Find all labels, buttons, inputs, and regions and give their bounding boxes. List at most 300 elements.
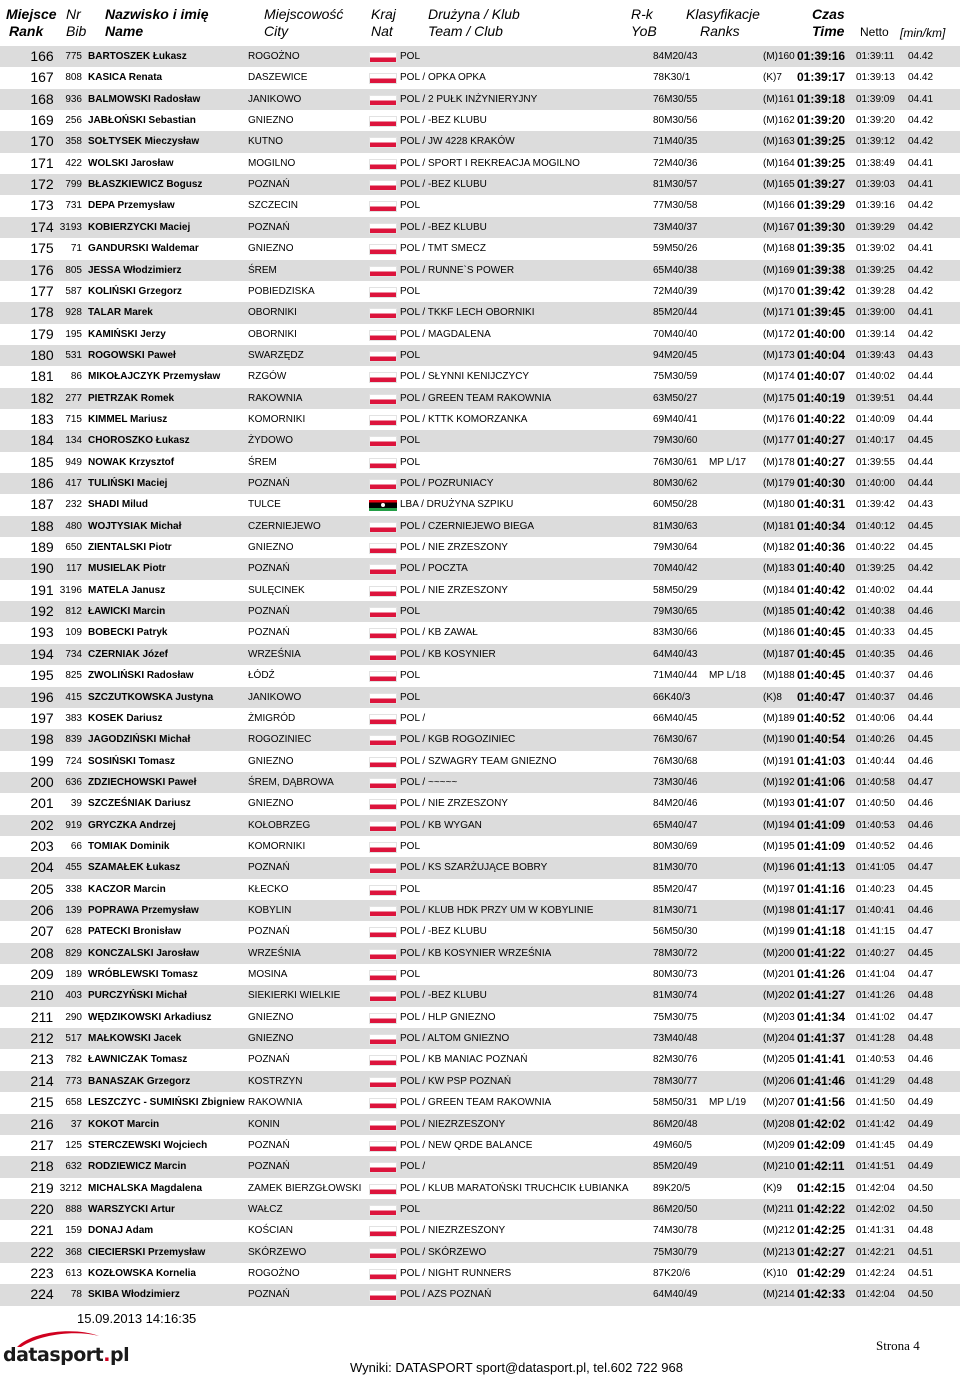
cell-time: 01:42:11 bbox=[797, 1159, 845, 1174]
table-row bbox=[0, 708, 960, 729]
header-city-en: City bbox=[264, 23, 289, 39]
cell-city: MOSINA bbox=[248, 969, 288, 981]
flag-icon bbox=[369, 500, 397, 511]
cell-name: SZAMAŁEK Łukasz bbox=[88, 862, 181, 874]
cell-time: 01:41:34 bbox=[797, 1009, 846, 1024]
cell-team: POL bbox=[400, 349, 421, 361]
header-rank-pl: Miejsce bbox=[6, 6, 57, 22]
logo-wordmark bbox=[3, 1344, 129, 1366]
cell-rank: 185 bbox=[30, 453, 54, 470]
cell-rank: 197 bbox=[30, 709, 54, 726]
cell-team: POL bbox=[400, 200, 421, 212]
cell-yob: 84M20/46 bbox=[653, 798, 698, 810]
cell-rank: 211 bbox=[30, 1008, 54, 1025]
cell-rank: 174 bbox=[30, 218, 54, 235]
cell-category-rank: (M)191 bbox=[763, 755, 795, 767]
cell-rank: 167 bbox=[30, 69, 54, 86]
cell-net-time: 01:40:27 bbox=[856, 947, 895, 959]
cell-net-time: 01:41:45 bbox=[856, 1139, 895, 1151]
cell-rank: 212 bbox=[30, 1030, 54, 1047]
cell-name: MATELA Janusz bbox=[88, 584, 166, 596]
cell-pace: 04.41 bbox=[908, 157, 934, 169]
cell-city: POZNAŃ bbox=[248, 179, 290, 191]
cell-rank: 193 bbox=[30, 624, 54, 641]
cell-category-rank: (M)193 bbox=[763, 798, 795, 810]
cell-net-time: 01:40:50 bbox=[856, 798, 895, 810]
cell-bib: 3212 bbox=[59, 1182, 82, 1194]
flag-icon bbox=[369, 1120, 397, 1131]
cell-city: RZGÓW bbox=[248, 371, 287, 383]
table-row bbox=[0, 1284, 960, 1305]
cell-team: POL bbox=[400, 840, 421, 852]
cell-bib: 628 bbox=[65, 926, 82, 938]
cell-rank: 196 bbox=[30, 688, 54, 705]
cell-category-rank: (M)167 bbox=[763, 221, 795, 233]
cell-net-time: 01:39:11 bbox=[856, 51, 895, 62]
cell-category-rank: (M)177 bbox=[763, 435, 795, 447]
cell-team: POL / SKÓRZEWO bbox=[400, 1246, 487, 1258]
table-row bbox=[0, 1092, 960, 1113]
table-row bbox=[0, 1199, 960, 1220]
flag-icon bbox=[369, 906, 397, 917]
cell-rank: 224 bbox=[30, 1286, 54, 1303]
cell-time: 01:39:25 bbox=[797, 134, 846, 149]
cell-classification: MP L/17 bbox=[709, 456, 747, 468]
cell-time: 01:40:22 bbox=[797, 411, 846, 426]
cell-time: 01:40:31 bbox=[797, 497, 846, 512]
flag-icon bbox=[369, 842, 397, 853]
cell-net-time: 01:42:04 bbox=[856, 1182, 895, 1194]
cell-net-time: 01:41:28 bbox=[856, 1033, 895, 1045]
cell-category-rank: (M)171 bbox=[763, 307, 795, 319]
cell-net-time: 01:39:13 bbox=[856, 72, 895, 84]
cell-category-rank: (M)197 bbox=[763, 883, 795, 895]
cell-team: POL bbox=[400, 606, 421, 618]
cell-yob: 58M50/29 bbox=[653, 584, 698, 596]
cell-city: WRZEŚNIA bbox=[248, 947, 301, 959]
cell-bib: 189 bbox=[65, 969, 82, 981]
cell-name: KOKOT Marcin bbox=[88, 1118, 160, 1130]
cell-time: 01:41:03 bbox=[797, 753, 846, 768]
cell-category-rank: (M)186 bbox=[763, 627, 795, 639]
table-row bbox=[0, 622, 960, 643]
header-yob-en: YoB bbox=[631, 23, 657, 39]
cell-time: 01:42:09 bbox=[797, 1137, 846, 1152]
cell-yob: 77M30/58 bbox=[653, 200, 698, 212]
cell-name: KONCZALSKI Jarosław bbox=[88, 947, 200, 959]
cell-category-rank: (M)162 bbox=[763, 115, 795, 127]
cell-city: GNIEZNO bbox=[248, 243, 294, 255]
cell-net-time: 01:42:21 bbox=[856, 1246, 895, 1258]
cell-team: POL bbox=[400, 435, 421, 447]
cell-time: 01:40:52 bbox=[797, 710, 846, 725]
cell-pace: 04.46 bbox=[908, 606, 934, 618]
cell-city: GNIEZNO bbox=[248, 755, 294, 767]
cell-rank: 195 bbox=[30, 667, 54, 684]
cell-time: 01:40:04 bbox=[797, 347, 846, 362]
header-time bbox=[812, 6, 845, 40]
cell-pace: 04.44 bbox=[908, 478, 934, 489]
cell-rank: 194 bbox=[30, 645, 54, 662]
page-number: Strona 4 bbox=[876, 1338, 920, 1353]
cell-yob: 76M30/61 bbox=[653, 456, 698, 468]
header-time-pl: Czas bbox=[812, 6, 845, 22]
cell-rank: 222 bbox=[30, 1243, 54, 1260]
cell-time: 01:41:26 bbox=[797, 967, 846, 982]
cell-yob: 81M30/71 bbox=[653, 905, 698, 916]
cell-yob: 86M20/50 bbox=[653, 1203, 698, 1215]
cell-classification: MP L/19 bbox=[709, 1097, 747, 1109]
cell-yob: 64M40/49 bbox=[653, 1289, 698, 1301]
cell-net-time: 01:42:02 bbox=[856, 1203, 895, 1215]
cell-city: ŻMIGRÓD bbox=[248, 712, 296, 724]
cell-category-rank: (K)8 bbox=[763, 691, 782, 703]
cell-pace: 04.50 bbox=[908, 1182, 934, 1194]
cell-name: KOBIERZYCKI Maciej bbox=[88, 221, 191, 233]
cell-city: KOŁOBRZEG bbox=[248, 819, 311, 831]
table-row bbox=[0, 345, 960, 366]
cell-bib: 839 bbox=[65, 734, 82, 746]
cell-time: 01:41:09 bbox=[797, 838, 846, 853]
cell-yob: 76M30/68 bbox=[653, 755, 698, 767]
table-row bbox=[0, 1178, 960, 1199]
table-row bbox=[0, 473, 960, 494]
table-row bbox=[0, 943, 960, 964]
cell-city: POZNAŃ bbox=[248, 221, 290, 233]
flag-icon bbox=[369, 1034, 397, 1045]
cell-name: SHADI Milud bbox=[88, 499, 148, 511]
cell-rank: 198 bbox=[30, 731, 54, 748]
cell-team: POL / KTTK KOMORZANKA bbox=[400, 413, 528, 425]
cell-category-rank: (M)164 bbox=[763, 157, 795, 169]
cell-city: ŁÓDŹ bbox=[248, 670, 275, 682]
cell-yob: 85M20/44 bbox=[653, 307, 698, 319]
cell-name: ŁAWNICZAK Tomasz bbox=[88, 1054, 188, 1066]
cell-yob: 86M20/48 bbox=[653, 1118, 698, 1130]
cell-city: ZAMEK BIERZGŁOWSKI bbox=[248, 1182, 362, 1194]
cell-team: POL / MAGDALENA bbox=[400, 328, 491, 340]
cell-yob: 79M30/60 bbox=[653, 435, 698, 447]
cell-team: POL / -BEZ KLUBU bbox=[400, 221, 487, 233]
cell-pace: 04.49 bbox=[908, 1161, 934, 1173]
cell-yob: 75M30/75 bbox=[653, 1011, 698, 1023]
table-row bbox=[0, 558, 960, 579]
table-row bbox=[0, 388, 960, 409]
flag-icon bbox=[369, 970, 397, 981]
cell-yob: 80M30/69 bbox=[653, 840, 698, 852]
table-row bbox=[0, 1242, 960, 1263]
header-ranks-en: Ranks bbox=[700, 23, 740, 39]
cell-time: 01:39:42 bbox=[797, 283, 846, 298]
cell-rank: 221 bbox=[30, 1222, 54, 1239]
cell-time: 01:40:45 bbox=[797, 625, 846, 640]
cell-team: POL / TKKF LECH OBORNIKI bbox=[400, 307, 535, 319]
cell-time: 01:39:29 bbox=[797, 198, 846, 213]
cell-time: 01:40:47 bbox=[797, 689, 846, 704]
cell-net-time: 01:39:00 bbox=[856, 307, 895, 319]
cell-net-time: 01:40:06 bbox=[856, 712, 895, 724]
cell-city: GNIEZNO bbox=[248, 1033, 294, 1045]
flag-icon bbox=[369, 116, 397, 127]
cell-category-rank: (M)179 bbox=[763, 478, 795, 489]
cell-pace: 04.48 bbox=[908, 1075, 934, 1087]
cell-time: 01:41:41 bbox=[797, 1052, 846, 1067]
cell-team: POL / POCZTA bbox=[400, 563, 468, 575]
cell-bib: 290 bbox=[65, 1011, 82, 1023]
cell-city: SZCZECIN bbox=[248, 200, 298, 212]
flag-icon bbox=[369, 458, 397, 469]
cell-category-rank: (M)180 bbox=[763, 499, 795, 511]
cell-pace: 04.45 bbox=[908, 520, 934, 532]
cell-city: SKÓRZEWO bbox=[248, 1246, 307, 1258]
cell-time: 01:41:09 bbox=[797, 817, 846, 832]
cell-rank: 214 bbox=[30, 1072, 54, 1089]
flag-icon bbox=[369, 372, 397, 383]
cell-net-time: 01:40:17 bbox=[856, 435, 895, 447]
cell-category-rank: (M)200 bbox=[763, 947, 795, 959]
table-row bbox=[0, 1007, 960, 1028]
table-row bbox=[0, 964, 960, 985]
cell-rank: 171 bbox=[30, 154, 54, 171]
cell-city: SWARZĘDZ bbox=[248, 349, 304, 361]
cell-rank: 189 bbox=[30, 539, 54, 556]
cell-pace: 04.45 bbox=[908, 627, 934, 639]
table-row bbox=[0, 516, 960, 537]
cell-team: POL / NEW QRDE BALANCE bbox=[400, 1139, 533, 1151]
flag-icon bbox=[369, 885, 397, 896]
cell-yob: 84M20/43 bbox=[653, 51, 698, 62]
cell-pace: 04.46 bbox=[908, 840, 934, 852]
flag-icon bbox=[369, 927, 397, 938]
cell-net-time: 01:41:04 bbox=[856, 969, 895, 981]
cell-bib: 808 bbox=[65, 72, 82, 84]
cell-pace: 04.42 bbox=[908, 285, 934, 297]
cell-rank: 208 bbox=[30, 944, 54, 961]
cell-pace: 04.51 bbox=[908, 1246, 934, 1258]
cell-city: KUTNO bbox=[248, 136, 283, 148]
cell-team: POL / -BEZ KLUBU bbox=[400, 115, 487, 127]
cell-team: POL / KLUB HDK PRZY UM W KOBYLINIE bbox=[400, 905, 594, 916]
flag-icon bbox=[369, 394, 397, 405]
cell-category-rank: (M)169 bbox=[763, 264, 795, 276]
header-ranks-pl: Klasyfikacje bbox=[686, 6, 760, 22]
table-row bbox=[0, 1263, 960, 1284]
cell-net-time: 01:41:02 bbox=[856, 1011, 895, 1023]
flag-icon bbox=[369, 607, 397, 618]
header-bib-en: Bib bbox=[66, 23, 87, 39]
cell-net-time: 01:41:50 bbox=[856, 1097, 895, 1109]
cell-yob: 66K40/3 bbox=[653, 691, 691, 703]
table-row bbox=[0, 324, 960, 345]
cell-rank: 201 bbox=[30, 795, 54, 812]
cell-pace: 04.46 bbox=[908, 670, 934, 682]
cell-yob: 89K20/5 bbox=[653, 1182, 691, 1194]
cell-pace: 04.50 bbox=[908, 1289, 934, 1301]
cell-team: POL / JW 4228 KRAKÓW bbox=[400, 136, 515, 148]
cell-time: 01:40:42 bbox=[797, 582, 846, 597]
cell-name: LESZCZYC - SUMIŃSKI Zbigniew bbox=[88, 1097, 245, 1109]
cell-yob: 71M40/44 bbox=[653, 670, 698, 682]
cell-name: BŁASZKIEWICZ Bogusz bbox=[88, 179, 203, 191]
cell-bib: 37 bbox=[70, 1118, 82, 1130]
cell-bib: 134 bbox=[65, 435, 82, 447]
cell-team: POL / SPORT I REKREACJA MOGILNO bbox=[400, 157, 580, 169]
cell-yob: 56M50/30 bbox=[653, 926, 698, 938]
cell-name: PURCZYŃSKI Michał bbox=[88, 990, 187, 1002]
cell-category-rank: (M)208 bbox=[763, 1118, 795, 1130]
cell-pace: 04.46 bbox=[908, 798, 934, 810]
cell-net-time: 01:39:16 bbox=[856, 200, 895, 212]
cell-net-time: 01:41:15 bbox=[856, 926, 895, 938]
cell-bib: 338 bbox=[65, 883, 82, 895]
table-row bbox=[0, 110, 960, 131]
cell-time: 01:39:20 bbox=[797, 113, 846, 128]
cell-pace: 04.41 bbox=[908, 307, 934, 319]
cell-time: 01:39:38 bbox=[797, 262, 846, 277]
cell-rank: 175 bbox=[30, 240, 54, 257]
table-row bbox=[0, 1220, 960, 1241]
header-bib bbox=[66, 6, 86, 40]
table-row bbox=[0, 1114, 960, 1135]
cell-net-time: 01:39:55 bbox=[856, 456, 895, 468]
cell-city: TULCE bbox=[248, 499, 281, 511]
cell-net-time: 01:40:26 bbox=[856, 734, 895, 746]
cell-category-rank: (M)187 bbox=[763, 648, 795, 660]
flag-icon bbox=[369, 415, 397, 426]
cell-time: 01:42:15 bbox=[797, 1180, 846, 1195]
table-row bbox=[0, 857, 960, 878]
table-row bbox=[0, 665, 960, 686]
cell-name: KOLIŃSKI Grzegorz bbox=[88, 285, 182, 297]
cell-team: POL / SŁYNNI KENIJCZYCY bbox=[400, 371, 530, 383]
cell-rank: 176 bbox=[30, 261, 54, 278]
cell-city: POZNAŃ bbox=[248, 1054, 290, 1066]
cell-team: POL / NIEZRZESZONY bbox=[400, 1118, 506, 1130]
cell-pace: 04.41 bbox=[908, 179, 934, 191]
cell-name: MUSIELAK Piotr bbox=[88, 563, 166, 575]
cell-name: POPRAWA Przemysław bbox=[88, 905, 199, 916]
cell-net-time: 01:40:09 bbox=[856, 413, 895, 425]
cell-net-time: 01:42:24 bbox=[856, 1267, 895, 1279]
cell-net-time: 01:39:51 bbox=[856, 392, 895, 404]
cell-net-time: 01:40:33 bbox=[856, 627, 895, 639]
cell-time: 01:42:29 bbox=[797, 1265, 846, 1280]
cell-name: KOSEK Dariusz bbox=[88, 712, 163, 724]
cell-net-time: 01:40:53 bbox=[856, 1054, 895, 1066]
cell-team: POL / KS SZARŻUJĄCE BOBRY bbox=[400, 862, 548, 874]
cell-net-time: 01:40:38 bbox=[856, 606, 895, 618]
cell-name: KACZOR Marcin bbox=[88, 883, 166, 895]
cell-rank: 168 bbox=[30, 90, 54, 107]
cell-net-time: 01:39:12 bbox=[856, 136, 895, 148]
cell-city: OBORNIKI bbox=[248, 307, 297, 319]
results-header bbox=[0, 0, 960, 46]
table-row bbox=[0, 302, 960, 323]
table-row bbox=[0, 1028, 960, 1049]
flag-icon bbox=[369, 330, 397, 341]
cell-team: POL / NIE ZRZESZONY bbox=[400, 584, 508, 596]
cell-city: POZNAŃ bbox=[248, 606, 290, 618]
table-row bbox=[0, 174, 960, 195]
cell-yob: 59M50/26 bbox=[653, 243, 698, 255]
cell-yob: 65M40/38 bbox=[653, 264, 698, 276]
cell-net-time: 01:40:22 bbox=[856, 542, 895, 554]
cell-rank: 190 bbox=[30, 560, 54, 577]
cell-pace: 04.50 bbox=[908, 1203, 934, 1215]
cell-city: DASZEWICE bbox=[248, 72, 308, 84]
cell-city: POZNAŃ bbox=[248, 627, 290, 639]
print-timestamp: 15.09.2013 14:16:35 bbox=[77, 1311, 197, 1326]
flag-icon bbox=[369, 991, 397, 1002]
cell-team: POL / KLUB MARATOŃSKI TRUCHCIK ŁUBIANKA bbox=[400, 1182, 629, 1194]
cell-team: POL / HLP GNIEZNO bbox=[400, 1011, 496, 1023]
table-row bbox=[0, 537, 960, 558]
cell-name: CHOROSZKO Łukasz bbox=[88, 435, 190, 447]
cell-team: POL / KB MANIAC POZNAŃ bbox=[400, 1054, 528, 1066]
table-row bbox=[0, 153, 960, 174]
flag-icon bbox=[369, 1013, 397, 1024]
cell-net-time: 01:40:52 bbox=[856, 840, 895, 852]
cell-bib: 403 bbox=[65, 990, 82, 1002]
cell-bib: 724 bbox=[65, 755, 82, 767]
header-yob bbox=[631, 6, 657, 40]
cell-time: 01:41:07 bbox=[797, 796, 846, 811]
cell-yob: 73M40/48 bbox=[653, 1033, 698, 1045]
cell-time: 01:41:22 bbox=[797, 945, 846, 960]
cell-team: POL / GREEN TEAM RAKOWNIA bbox=[400, 392, 552, 404]
cell-name: JAGODZIŃSKI Michał bbox=[88, 734, 191, 746]
cell-city: POBIEDZISKA bbox=[248, 285, 315, 297]
table-row bbox=[0, 89, 960, 110]
cell-time: 01:41:06 bbox=[797, 774, 846, 789]
flag-icon bbox=[369, 244, 397, 255]
logo-main: datasport bbox=[3, 1344, 104, 1366]
cell-bib: 812 bbox=[65, 606, 82, 618]
header-team bbox=[428, 6, 520, 40]
cell-team: LBA / DRUŻYNA SZPIKU bbox=[400, 499, 514, 511]
cell-time: 01:40:19 bbox=[797, 390, 846, 405]
cell-yob: 78K30/1 bbox=[653, 72, 691, 84]
cell-team: POL / ALTOM GNIEZNO bbox=[400, 1033, 510, 1045]
flag-icon bbox=[369, 223, 397, 234]
cell-rank: 207 bbox=[30, 923, 54, 940]
cell-yob: 79M30/65 bbox=[653, 606, 698, 618]
cell-net-time: 01:39:42 bbox=[856, 499, 895, 511]
cell-rank: 169 bbox=[30, 112, 54, 129]
cell-time: 01:41:56 bbox=[797, 1095, 846, 1110]
cell-bib: 117 bbox=[66, 563, 82, 575]
cell-name: TOMIAK Dominik bbox=[88, 840, 170, 852]
cell-pace: 04.43 bbox=[908, 499, 934, 511]
cell-name: ROGOWSKI Paweł bbox=[88, 349, 176, 361]
cell-rank: 205 bbox=[30, 880, 54, 897]
cell-pace: 04.42 bbox=[908, 115, 934, 127]
cell-name: MIKOŁAJCZYK Przemysław bbox=[88, 371, 221, 383]
cell-category-rank: (M)211 bbox=[763, 1203, 794, 1215]
cell-pace: 04.45 bbox=[908, 883, 934, 895]
cell-pace: 04.44 bbox=[908, 392, 934, 404]
cell-city: KŁECKO bbox=[248, 883, 289, 895]
logo-dot: . bbox=[103, 1344, 110, 1366]
flag-icon bbox=[369, 180, 397, 191]
cell-team: POL bbox=[400, 969, 421, 981]
cell-bib: 829 bbox=[65, 947, 82, 959]
cell-time: 01:41:37 bbox=[797, 1031, 846, 1046]
cell-yob: 74M30/78 bbox=[653, 1225, 698, 1237]
cell-bib: 71 bbox=[70, 243, 82, 255]
cell-bib: 632 bbox=[65, 1161, 82, 1173]
cell-bib: 825 bbox=[65, 670, 82, 682]
